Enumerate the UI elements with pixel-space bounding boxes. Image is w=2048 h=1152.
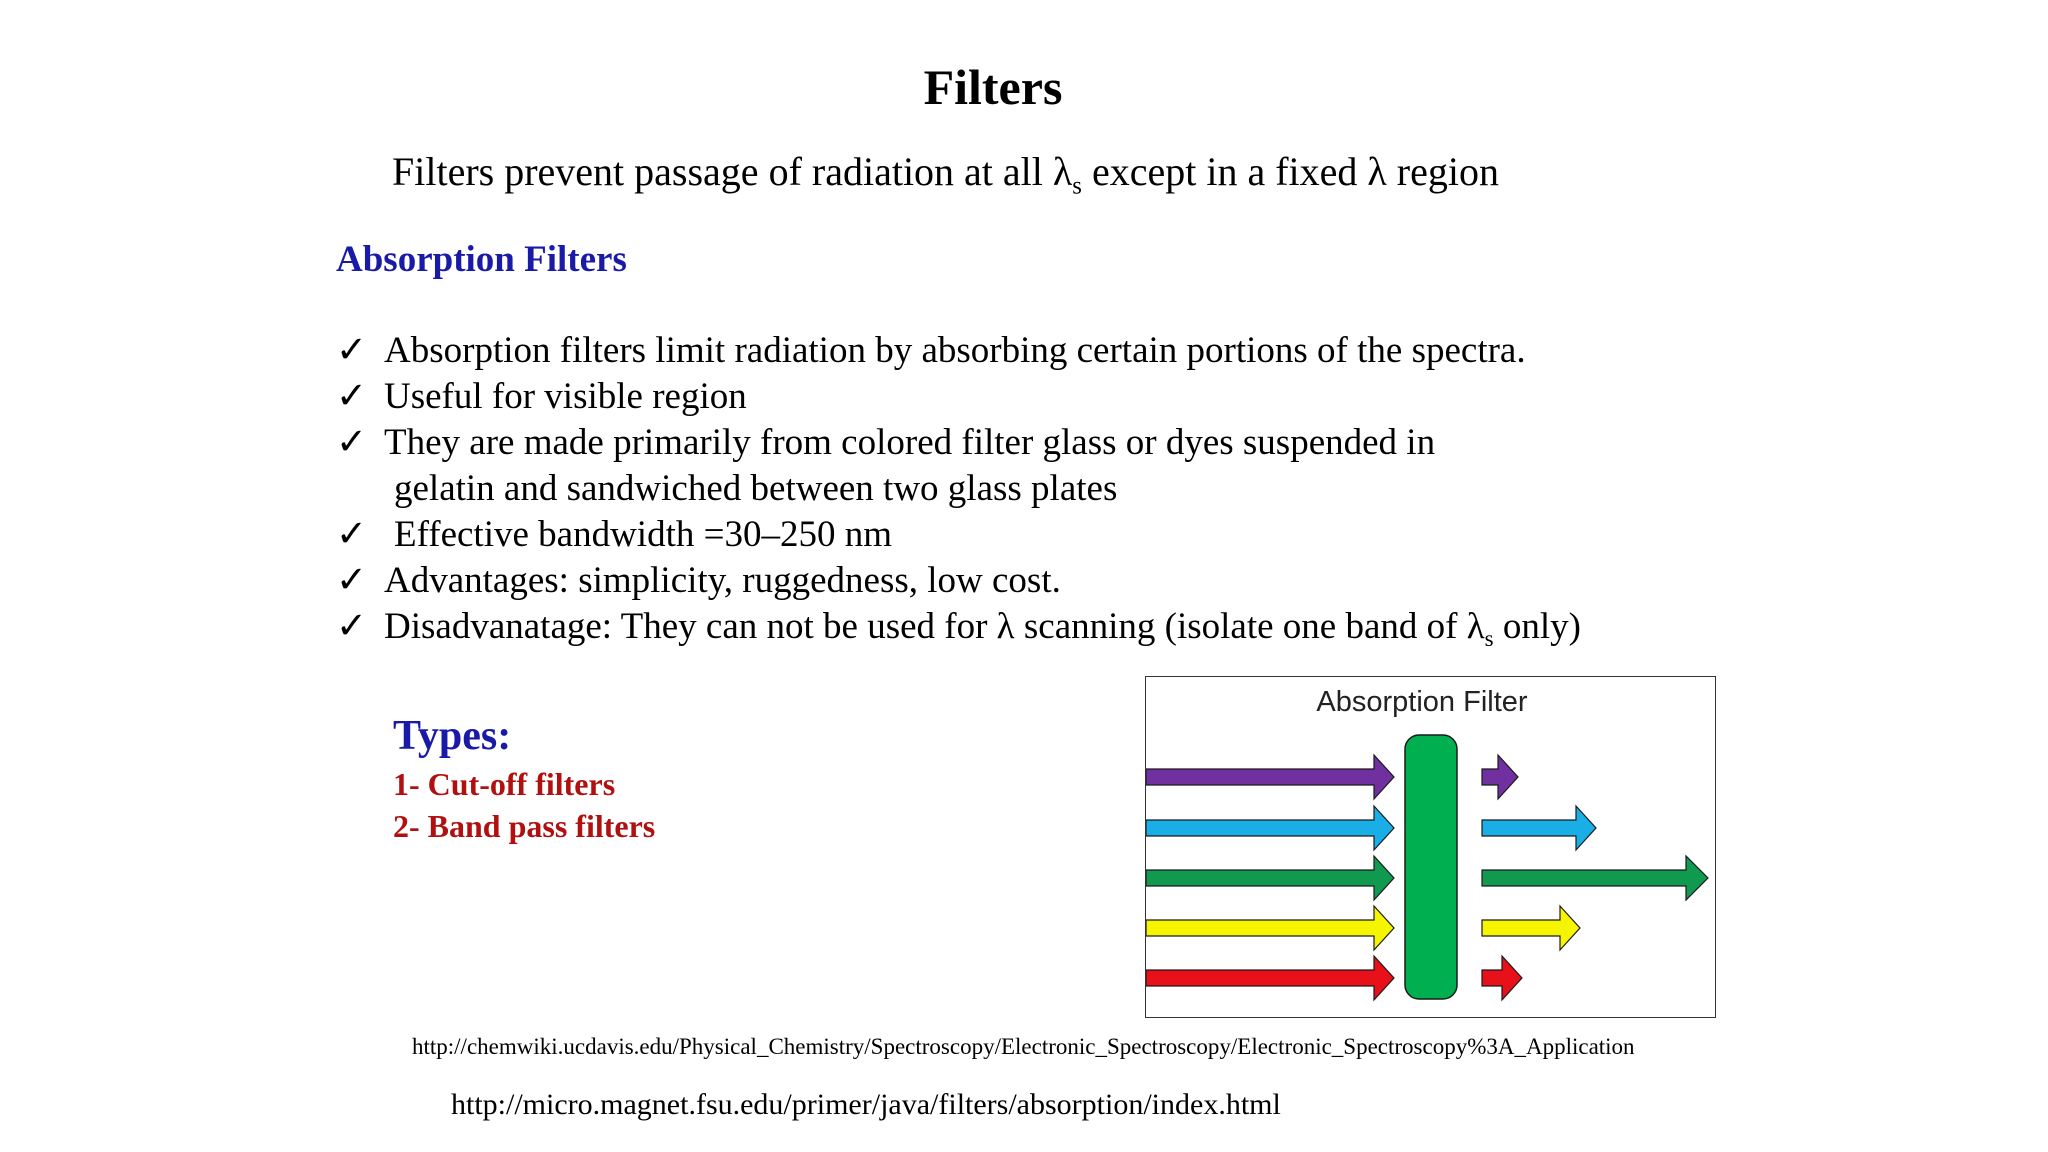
- incoming-blue-arrow-icon: [1146, 806, 1394, 850]
- subtitle-subscript: s: [1072, 172, 1082, 200]
- incoming-yellow-arrow-icon: [1146, 906, 1394, 950]
- bullet-item: [336, 420, 1581, 466]
- subtitle-text-after: except in a fixed λ region: [1081, 149, 1499, 194]
- bullet-list: [336, 328, 1581, 650]
- checkmark-icon: ✓: [336, 560, 368, 601]
- source-url-chemwiki: http://chemwiki.ucdavis.edu/Physical_Chemistry/Spectroscopy/Electronic_Spectroscopy/Electronic_Spectroscopy%3A_Application: [412, 1034, 1635, 1059]
- incoming-violet-arrow-icon: [1146, 755, 1394, 799]
- checkmark-icon: ✓: [336, 330, 368, 371]
- bullet-continuation: gelatin and sandwiched between two glass plates: [394, 468, 1118, 509]
- bullet-item: [336, 374, 1581, 420]
- filter-block: [1405, 735, 1457, 999]
- incoming-red-arrow-icon: [1146, 956, 1394, 1000]
- bullet-text: Advantages: simplicity, ruggedness, low cost.: [384, 560, 1061, 601]
- bullet-text: Useful for visible region: [384, 376, 747, 417]
- subtitle: [392, 148, 1499, 200]
- subtitle-text-before: Filters prevent passage of radiation at all λ: [392, 149, 1073, 194]
- bullet-item: [336, 328, 1581, 374]
- outgoing-red-arrow-icon: [1482, 956, 1522, 1000]
- type-item-cutoff: 1- Cut-off filters: [393, 766, 616, 802]
- outgoing-yellow-arrow-icon: [1482, 906, 1580, 950]
- types-heading: Types:: [393, 713, 512, 759]
- checkmark-icon: ✓: [336, 422, 368, 463]
- outgoing-green-arrow-icon: [1482, 856, 1708, 900]
- type-item-bandpass: 2- Band pass filters: [393, 808, 656, 844]
- absorption-filter-figure: [1145, 676, 1716, 1018]
- bullet-subscript: s: [1484, 626, 1494, 652]
- bullet-text: Absorption filters limit radiation by absorbing certain portions of the spectra.: [384, 330, 1526, 371]
- section-heading: Absorption Filters: [336, 239, 627, 280]
- figure-title: Absorption Filter: [1316, 686, 1528, 718]
- outgoing-blue-arrow-icon: [1482, 806, 1596, 850]
- bullet-text-before: Disadvanatage: They can not be used for λ scanning (isolate one band of λ: [384, 606, 1485, 647]
- bullet-text-after: only): [1493, 606, 1581, 647]
- bullet-text: They are made primarily from colored filter glass or dyes suspended in: [384, 422, 1436, 463]
- incoming-green-arrow-icon: [1146, 856, 1394, 900]
- outgoing-violet-arrow-icon: [1482, 755, 1518, 799]
- checkmark-icon: ✓: [336, 514, 368, 555]
- bullet-item: [336, 558, 1581, 604]
- bullet-item: [336, 512, 1581, 558]
- bullet-item: [336, 604, 1581, 650]
- page-title: Filters: [923, 59, 1063, 115]
- checkmark-icon: ✓: [336, 376, 368, 417]
- absorption-filter-diagram: [1146, 677, 1714, 1016]
- checkmark-icon: ✓: [336, 606, 368, 647]
- source-url-magnet: http://micro.magnet.fsu.edu/primer/java/filters/absorption/index.html: [451, 1088, 1281, 1121]
- bullet-text: Effective bandwidth =30–250 nm: [394, 514, 893, 555]
